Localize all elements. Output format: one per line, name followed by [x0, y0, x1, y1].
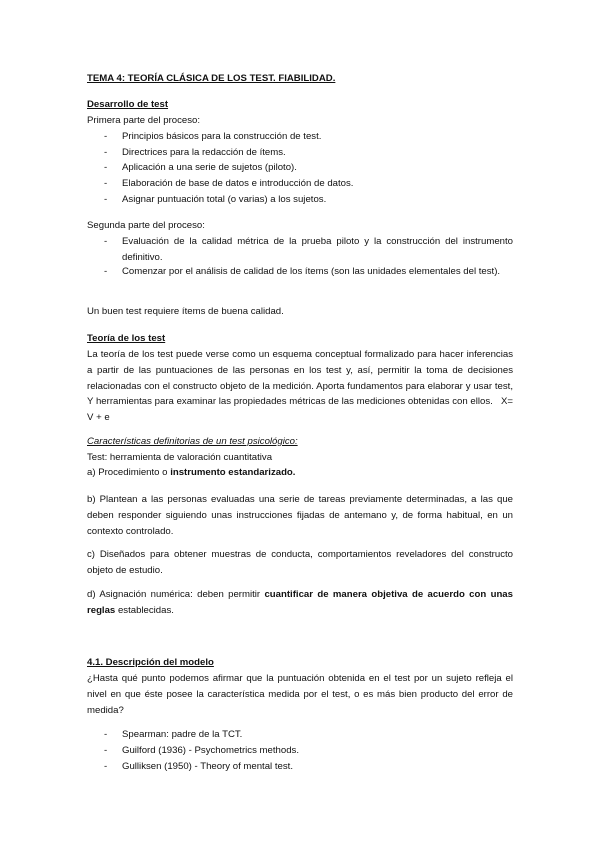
list-bullet: -: [104, 147, 108, 158]
author-item: Spearman: padre de la TCT.: [122, 729, 243, 740]
caracteristica-a-bold: instrumento estandarizado.: [170, 467, 296, 478]
list-bullet: -: [104, 194, 108, 205]
author-item: Gulliksen (1950) - Theory of mental test.: [122, 761, 293, 772]
closing-statement: Un buen test requiere ítems de buena calidad.: [87, 306, 284, 317]
caracteristica-a-text: a) Procedimiento o: [87, 467, 171, 478]
teoria-paragraph: [87, 347, 513, 426]
list-bullet: -: [104, 236, 108, 247]
list-bullet: -: [104, 162, 108, 173]
caracteristica-d-bold: cuantificar de manera objetiva de acuerdo con unas reglas: [87, 589, 513, 616]
list-bullet: -: [104, 729, 108, 740]
list-item: Evaluación de la calidad métrica de la prueba piloto y la construcción del instrumento definitivo.: [122, 236, 513, 263]
caracteristica-d: [87, 587, 513, 619]
list-item: Comenzar por el análisis de calidad de los ítems (son las unidades elementales del test).: [122, 266, 501, 277]
caracteristica-d-text: d) Asignación numérica: deben permitir: [87, 589, 265, 600]
caracteristica-d-end: establecidas.: [115, 604, 174, 616]
list-item: Asignar puntuación total (o varias) a los sujetos.: [122, 194, 327, 205]
section-heading-teoria: Teoría de los test: [87, 333, 166, 344]
list-item: Directrices para la redacción de ítems.: [122, 147, 286, 158]
author-item: Guilford (1936) - Psychometrics methods.: [122, 745, 300, 756]
list-bullet: -: [104, 745, 108, 756]
list-bullet: -: [104, 131, 108, 142]
page-title: TEMA 4: TEORÍA CLÁSICA DE LOS TEST. FIABILIDAD.: [87, 73, 336, 84]
section-heading-desarrollo: Desarrollo de test: [87, 99, 169, 110]
test-definition: Test: herramienta de valoración cuantitativa: [87, 452, 273, 463]
formula: X= V + e: [87, 396, 513, 424]
section-heading-modelo: 4.1. Descripción del modelo: [87, 657, 214, 668]
list-item: Aplicación a una serie de sujetos (piloto).: [122, 162, 297, 173]
list-bullet: -: [104, 266, 108, 277]
list-bullet: -: [104, 761, 108, 772]
modelo-question: ¿Hasta qué punto podemos afirmar que la puntuación obtenida en el test por un sujeto refleja el nivel en que éste posee la característica medida por el test, o es más bien producto del error de medida?: [87, 673, 513, 716]
caracteristica-c: c) Diseñados para obtener muestras de conducta, comportamientos reveladores del constructo objeto de estudio.: [87, 549, 513, 576]
list-item: Elaboración de base de datos e introducción de datos.: [122, 178, 354, 189]
section-heading-caracteristicas: Características definitorias de un test psicológico:: [87, 436, 298, 447]
caracteristica-a: [87, 465, 295, 481]
intro-segunda-parte: Segunda parte del proceso:: [87, 220, 205, 231]
caracteristica-b: b) Plantean a las personas evaluadas una serie de tareas previamente determinadas, a las que deben responder siguiendo unas instrucciones fijadas de antemano y, de forma habitual, en un contexto controlado.: [87, 494, 513, 537]
teoria-text: La teoría de los test puede verse como un esquema conceptual formalizado para hacer inferencias a partir de las puntuaciones de las personas en los test y, así, permitir la toma de decisiones relacionadas con el constructo objeto de la medición. Aporta fundamentos para elaborar y usar test, Y herramientas para examinar las propiedades métricas de las mediciones obtenidas con ellos.: [87, 349, 513, 408]
list-item: Principios básicos para la construcción de test.: [122, 131, 322, 142]
list-bullet: -: [104, 178, 108, 189]
intro-primera-parte: Primera parte del proceso:: [87, 115, 201, 126]
